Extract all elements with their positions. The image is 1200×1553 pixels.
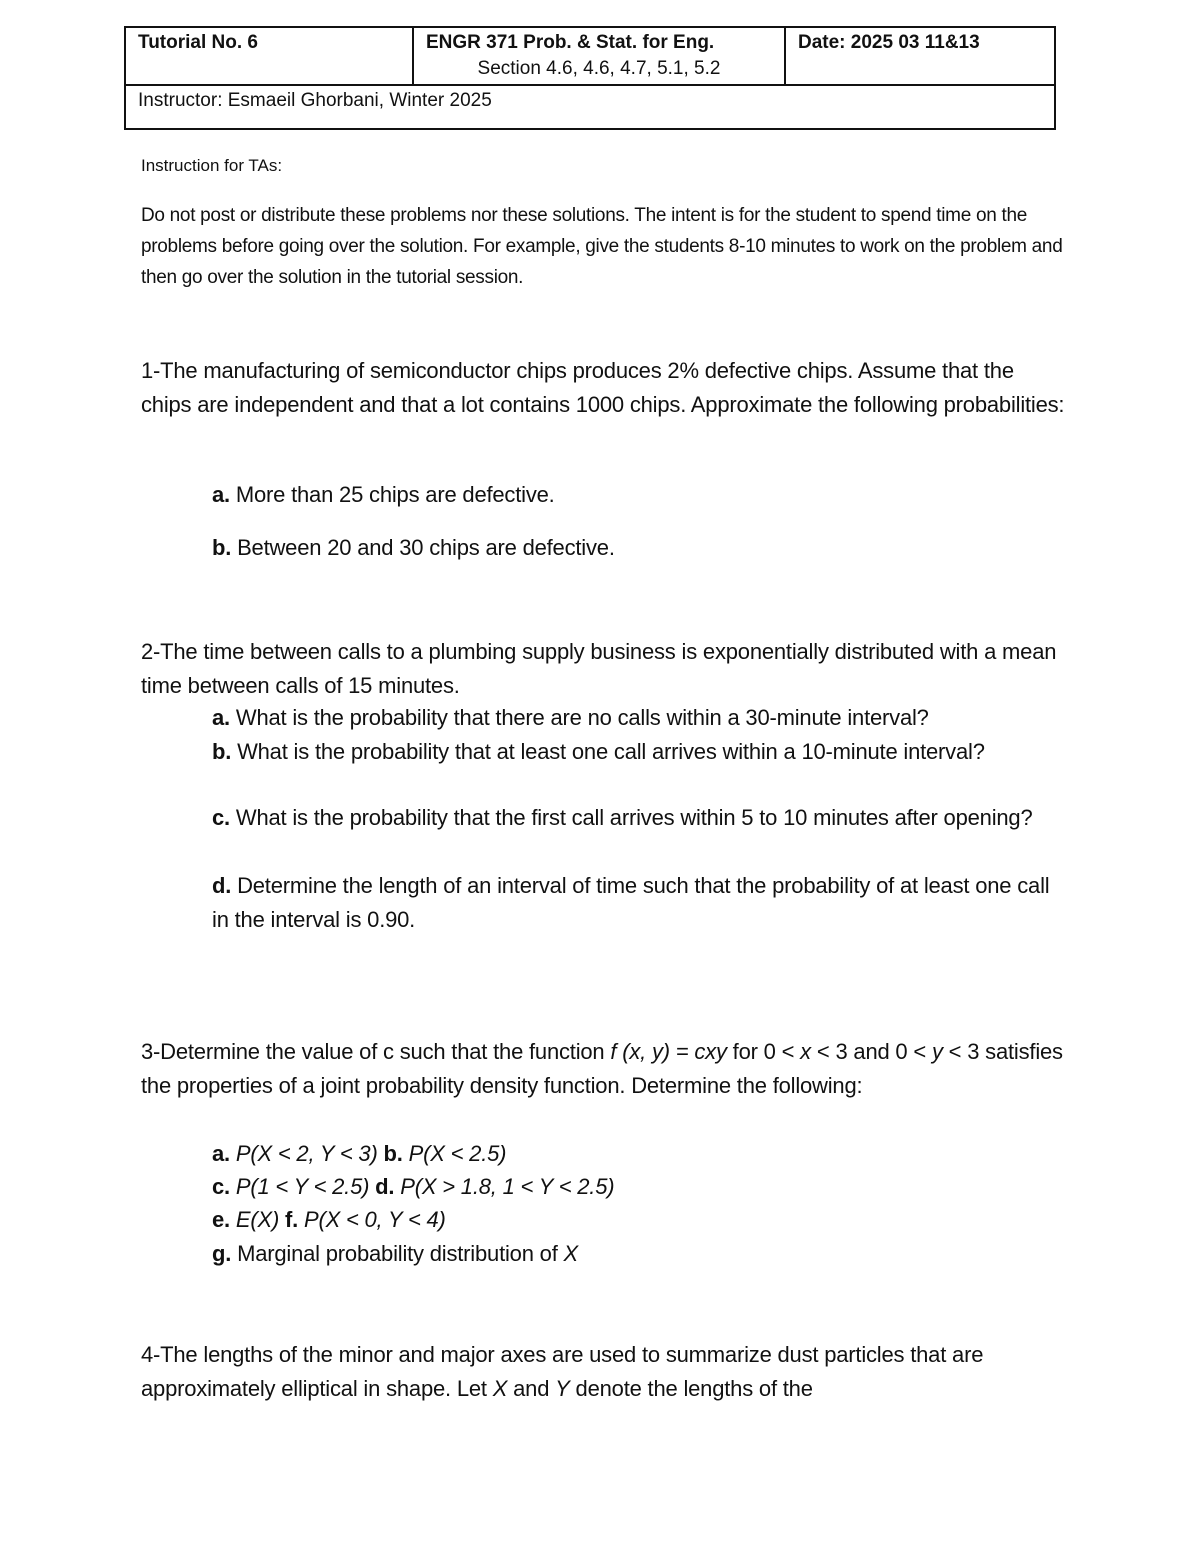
part-label: a.	[212, 482, 230, 507]
course-sections: Section 4.6, 4.6, 4.7, 5.1, 5.2	[477, 58, 721, 79]
question-3-parts-ef: e. E(X) f. P(X < 0, Y < 4)	[212, 1207, 446, 1232]
part-label: b.	[212, 739, 232, 764]
question-3-parts-ab: a. P(X < 2, Y < 3) b. P(X < 2.5)	[212, 1141, 507, 1166]
tutorial-number: Tutorial No. 6	[125, 27, 413, 85]
header-row-1	[125, 27, 1055, 85]
part-label: d.	[212, 873, 232, 898]
part-text: What is the probability that at least one call arrives within a 10-minute interval?	[237, 739, 985, 764]
part-text: What is the probability that the first call arrives within 5 to 10 minutes after opening?	[235, 805, 1033, 830]
part-text: Determine the length of an interval of time such that the probability of at least one call in the interval is 0.90.	[212, 873, 1050, 932]
instructions-label: Instruction for TAs:	[141, 156, 283, 175]
question-2-part-c	[212, 801, 1072, 835]
question-3-part-g: g. Marginal probability distribution of X	[212, 1241, 578, 1266]
header-row-2	[125, 85, 1055, 129]
part-label: c.	[212, 805, 230, 830]
question-4-stem: 4-The lengths of the minor and major axes are used to summarize dust particles that are approximately elliptical in shape. Let X and Y denote the lengths of the	[141, 1342, 984, 1401]
part-text: What is the probability that there are no calls within a 30-minute interval?	[235, 705, 929, 730]
course-cell	[413, 27, 785, 85]
part-text: More than 25 chips are defective.	[235, 482, 555, 507]
question-3-stem: 3-Determine the value of c such that the function f (x, y) = cxy for 0 < x < 3 and 0 < y < 3 satisfies the properties of a joint probability density function. Determine the following:	[141, 1039, 1063, 1098]
header-table	[124, 26, 1056, 130]
question-2-part-d	[212, 869, 1072, 937]
question-2-stem: 2-The time between calls to a plumbing supply business is exponentially distributed with a mean time between calls of 15 minutes.	[141, 639, 1057, 698]
instructions-text: Do not post or distribute these problems nor these solutions. The intent is for the student to spend time on the problems before going over the solution. For example, give the students 8-10 minutes to work on the problem and then go over the solution in the tutorial session.	[141, 205, 1063, 288]
tutorial-date: Date: 2025 03 11&13	[785, 27, 1055, 85]
question-1-part-a	[212, 478, 1072, 512]
question-2-part-b	[212, 735, 1072, 769]
part-label: b.	[212, 535, 232, 560]
question-1-stem: 1-The manufacturing of semiconductor chips produces 2% defective chips. Assume that the chips are independent and that a lot contains 1000 chips. Approximate the following probabilities:	[141, 358, 1065, 417]
question-3-parts-cd: c. P(1 < Y < 2.5) d. P(X > 1.8, 1 < Y < 2.5)	[212, 1174, 615, 1199]
part-label: a.	[212, 705, 230, 730]
course-title: ENGR 371 Prob. & Stat. for Eng.	[426, 32, 715, 53]
instructor-line: Instructor: Esmaeil Ghorbani, Winter 2025	[125, 85, 1055, 129]
part-text: Between 20 and 30 chips are defective.	[237, 535, 615, 560]
question-2-part-a	[212, 701, 1072, 735]
question-1-part-b	[212, 531, 1072, 565]
